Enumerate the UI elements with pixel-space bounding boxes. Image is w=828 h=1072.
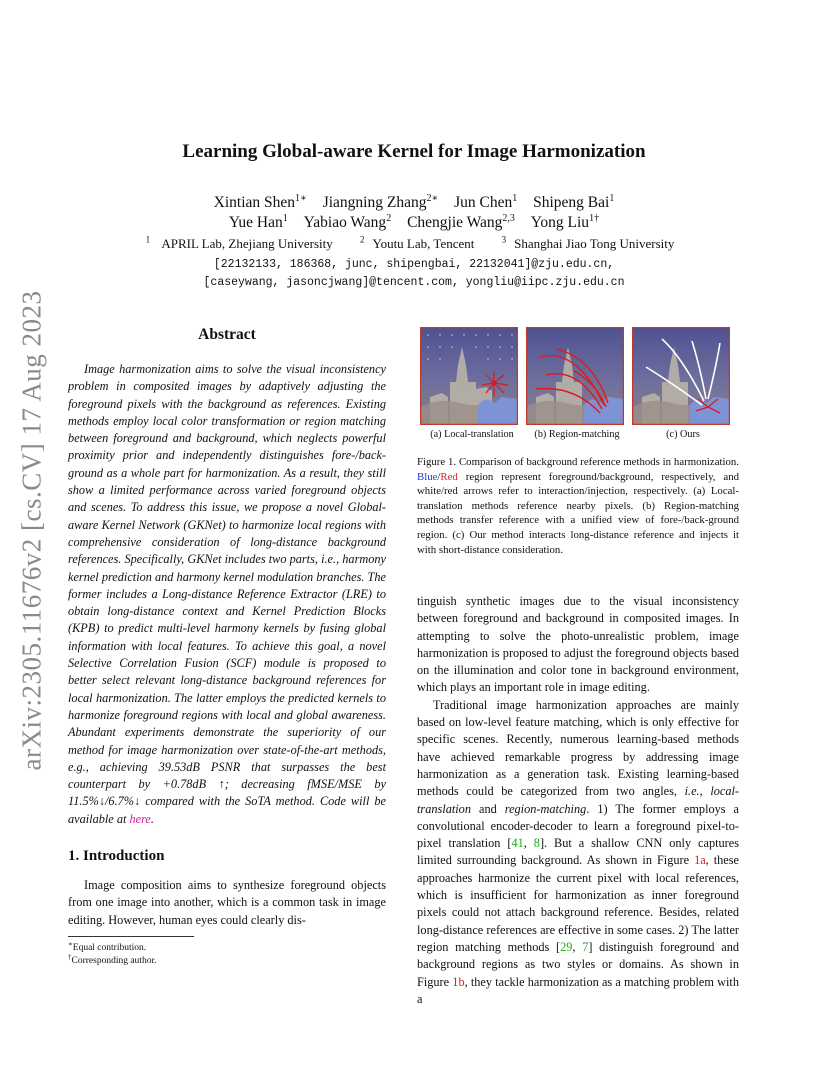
arxiv-stamp [2,280,62,780]
paper-title: Learning Global-aware Kernel for Image Harmonization [182,141,646,162]
authors-line-1 [0,193,828,212]
author: Jiangning Zhang$^{2∗}$ [322,193,439,212]
figure-ref-link[interactable]: 1b [452,974,465,989]
caption-blue-word: Blue [417,470,438,483]
figure-1a-subcaption: (a) Local-translation [430,429,514,440]
footnote: ∗Equal contribution. [68,940,147,954]
abstract-text: Image harmonization aims to solve the visual inconsistency problem in composited images by adaptively adjusting the foreground pixels with the background as references. Existing methods employ local color transformation or region matching between foreground and background, which neglects powerful proximity prior and independently distinguishes fore-/back-ground as a whole part for harmonization. As a result, they still show a limited performance across varied foreground objects and scenes. To address this issue, we propose a novel Global-aware Kernel Network (GKNet) to harmonize local regions with comprehensive consideration of long-distance background references. Specifically, GKNet includes two parts, i.e., harmony kernel prediction and harmony kernel modulation branches. The former includes a Long-distance Reference Extractor (LRE) to obtain long-distance context and Kernel Prediction Blocks (KPB) to predict multi-level harmony kernels by fusing global information with local features. To achieve this goal, a novel Selective Correlation Fusion (SCF) module is proposed to better select relevant long-distance background references for local harmonization. The latter employs the predicted kernels to harmonize foreground regions with local and global awareness. Abundant experiments demonstrate the superiority of our method for image harmonization over state-of-the-art methods, e.g., achieving 39.53dB PSNR that surpasses the best counterpart by +0.78dB ↑; decreasing fMSE/MSE by 11.5%↓/6.7%↓ compared with the SoTA method. Code will be available at [68,362,386,826]
right-column-body [417,593,739,1008]
citation-link[interactable]: 41 [511,836,524,851]
code-link[interactable]: here [129,811,151,826]
paragraph: tinguish synthetic images due to the visual inconsistency between foreground and background in composited images. In attempting to solve the photo-unrealistic problem, image harmonization is proposed to adjust the foreground objects based on the illumination and color tone in background environment, which plays an important role in image editing. [417,594,739,695]
author: Jun Chen$^1$ [454,193,518,212]
email-line-2: [caseywang, jasoncjwang]@tencent.com, yongliu@iipc.zju.edu.cn [203,276,625,289]
footnote: †Corresponding author. [68,953,157,967]
authors-line-2 [0,213,828,232]
section-heading-introduction: 1. Introduction [68,848,165,864]
affiliation: $^3$ Shanghai Jiao Tong University [501,235,675,252]
figure-ref-link[interactable]: 1a [694,853,706,868]
email-line-1: [22132133, 186368, junc, shipengbai, 22132041]@zju.edu.cn, [213,258,615,271]
author: Chengjie Wang$^{2,3}$ [407,213,515,232]
figure-1b-image [526,327,624,425]
abstract-body: Image harmonization aims to solve the visual inconsistency problem in composited images by adaptively adjusting the foreground pixels with the background as references. Existing methods employ local color transformation or region matching between foreground and background, which neglects powerful proximity prior and independently distinguishes fore-/back-ground as a whole part for harmonization. As a result, they still show a limited performance across varied foreground objects and scenes. To address this issue, we propose a novel Global-aware Kernel Network (GKNet) to harmonize local regions with comprehensive consideration of long-distance background references. Specifically, GKNet includes two parts, i.e., harmony kernel prediction and harmony kernel modulation branches. The former includes a Long-distance Reference Extractor (LRE) to obtain long-distance context and Kernel Prediction Blocks (KPB) to predict multi-level harmony kernels by fusing global information with local features. To achieve this goal, a novel Selective Correlation Fusion (SCF) module is proposed to better select relevant long-distance background references for local harmonization. The latter employs the predicted kernels to harmonize foreground regions with local and global awareness. Abundant experiments demonstrate the superiority of our method for image harmonization over state-of-the-art methods, e.g., achieving 39.53dB PSNR that surpasses the best counterpart by +0.78dB ↑; decreasing fMSE/MSE by 11.5%↓/6.7%↓ compared with the SoTA method. Code will be available at here. [68,362,386,826]
figure-1a-image [420,327,518,425]
paragraph: Traditional image harmonization approaches are mainly based on low-level feature matching, which is only effective for specific scenes. Recently, numerous learning-based methods have achieved remarkable progress by addressing image harmonization as a generation task. Existing learning-based methods could be categorized from two angles, i.e., local-translation and region-matching. 1) The former employs a convolutional encoder-decoder to learn a foreground pixel-to-pixel translation [41, 8]. But a shallow CNN only captures limited surrounding background. As shown in Figure 1a, these approaches harmonize the current pixel with local references, which is insufficient for harmonization as inner foreground pixels could not attach background reference. Besides, related long-distance references are effective in some cases. 2) The latter region matching methods [29, 7] distinguish foreground and background regions as two styles or domains. As shown in Figure 1b, they tackle harmonization as a matching problem with a [417,697,740,1006]
abstract-heading: Abstract [198,326,256,343]
figure-1b-subcaption: (b) Region-matching [534,429,620,440]
figure-1 [418,327,740,427]
author: Shipeng Bai$^1$ [533,193,615,212]
arxiv-stamp-text: arXiv:2305.11676v2 [cs.CV] 17 Aug 2023 [16,290,47,770]
author: Yong Liu$^{1\dagger}$ [530,213,600,232]
introduction-paragraph: Image composition aims to synthesize foreground objects from one image into another, which is a common task in image editing. However, human eyes could clearly dis- [68,878,386,927]
figure-1c-image [632,327,730,425]
figure-1-caption: Figure 1. Comparison of background reference methods in harmonization. Blue/Red region represent foreground/background, respectively, and white/red arrows refer to interaction/injection, respectively. (a) Local-translation methods reference nearby pixels. (b) Region-matching methods transfer reference with a unified view of fore-/back-ground region. (c) Our method interacts long-distance reference and injects it with short-distance consideration. [417,456,739,556]
footnote-rule [68,936,194,937]
author: Xintian Shen$^{1∗}$ [213,193,307,212]
figure-1c-subcaption: (c) Ours [666,429,700,440]
citation-link[interactable]: 29 [560,939,573,954]
citation-link[interactable]: 8 [533,836,540,851]
affiliation: $^1$ APRIL Lab, Zhejiang University [145,235,333,252]
caption-red-word: Red [440,470,458,483]
affiliation: $^2$ Youtu Lab, Tencent [359,235,475,252]
author: Yabiao Wang$^2$ [303,213,392,232]
affiliations [0,235,828,252]
author: Yue Han$^1$ [228,213,288,232]
citation-link[interactable]: 7 [582,939,589,954]
